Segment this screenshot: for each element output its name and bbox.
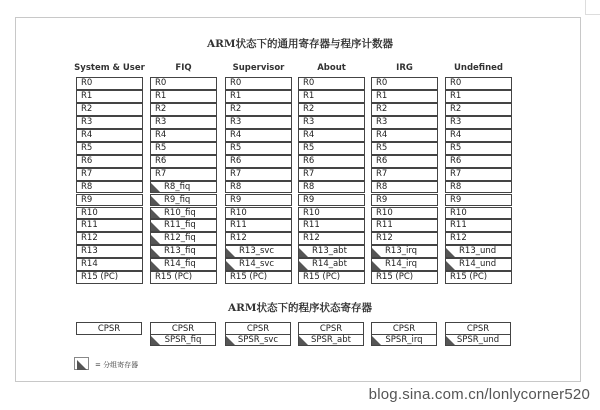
- register-label: R4: [155, 129, 167, 140]
- register-label: R11: [230, 220, 247, 231]
- register-cell: [150, 258, 217, 271]
- register-label: R14_fiq: [164, 259, 196, 270]
- register-cell: [225, 103, 292, 116]
- register-cell: [298, 219, 365, 232]
- register-label: R7: [303, 168, 315, 179]
- register-label: R7: [155, 168, 167, 179]
- register-cell: [371, 77, 438, 90]
- register-cell: [298, 258, 365, 271]
- register-cell: [76, 116, 143, 129]
- register-cell: [371, 207, 438, 220]
- register-cell: [445, 142, 512, 155]
- register-cell: [150, 116, 217, 129]
- register-label: R3: [376, 116, 388, 127]
- register-cell: [445, 129, 512, 142]
- register-cell: [298, 194, 365, 207]
- register-label: R10_fiq: [164, 207, 196, 218]
- mode-header: IRG: [396, 63, 413, 73]
- register-cell: [150, 232, 217, 245]
- register-label: R0: [450, 78, 462, 88]
- register-cell: [225, 90, 292, 103]
- register-label: R14_abt: [312, 259, 347, 270]
- register-cell: [371, 129, 438, 142]
- register-label: R7: [81, 168, 93, 179]
- register-label: R14_svc: [239, 259, 275, 270]
- register-label: R4: [303, 129, 315, 140]
- register-label: R15 (PC): [81, 272, 119, 283]
- psr-box: [76, 322, 142, 335]
- register-cell: [150, 77, 217, 90]
- register-cell: [298, 116, 365, 129]
- register-label: R15 (PC): [230, 272, 268, 283]
- register-cell: [445, 258, 512, 271]
- register-cell: [298, 232, 365, 245]
- register-label: R5: [230, 142, 242, 153]
- register-label: R12: [230, 233, 247, 244]
- cpsr-label: CPSR: [246, 324, 270, 334]
- register-cell: [76, 129, 143, 142]
- register-label: R8_fiq: [164, 181, 191, 192]
- register-cell: [371, 168, 438, 181]
- register-label: R8: [450, 181, 462, 192]
- register-label: R2: [450, 103, 462, 114]
- register-label: R1: [450, 90, 462, 101]
- register-cell: [371, 219, 438, 232]
- register-label: R10: [376, 207, 393, 218]
- register-cell: [76, 207, 143, 220]
- cpsr-label: CPSR: [97, 324, 121, 334]
- register-label: R13: [81, 246, 98, 257]
- register-cell: [298, 181, 365, 194]
- register-label: R11: [376, 220, 393, 231]
- register-cell: [298, 168, 365, 181]
- register-label: R11: [81, 220, 98, 231]
- register-label: R5: [81, 142, 93, 153]
- register-label: R14_und: [459, 259, 497, 270]
- register-cell: [225, 155, 292, 168]
- register-label: R15 (PC): [155, 272, 193, 283]
- register-cell: [150, 271, 217, 284]
- watermark: blog.sina.com.cn/lonlycorner520: [368, 386, 590, 403]
- psr-box: [225, 322, 291, 346]
- register-label: R13_irq: [385, 246, 418, 257]
- register-label: R13_svc: [239, 246, 275, 257]
- register-cell: [225, 116, 292, 129]
- register-label: R9_fiq: [164, 194, 191, 205]
- register-cell: [225, 194, 292, 207]
- register-label: R12_fiq: [164, 233, 196, 244]
- register-cell: [445, 232, 512, 245]
- register-cell: [371, 142, 438, 155]
- spsr-label: SPSR_fiq: [164, 335, 202, 345]
- register-label: R2: [81, 103, 93, 114]
- register-label: R12: [376, 233, 393, 244]
- register-cell: [150, 168, 217, 181]
- register-label: R12: [303, 233, 320, 244]
- register-cell: [371, 103, 438, 116]
- banked-register-triangle-icon: [372, 248, 381, 257]
- register-label: R1: [376, 90, 388, 101]
- register-cell: [371, 155, 438, 168]
- register-label: R4: [376, 129, 388, 140]
- register-label: R1: [81, 90, 93, 101]
- register-label: R8: [376, 181, 388, 192]
- register-cell: [76, 232, 143, 245]
- register-label: R9: [376, 194, 388, 205]
- register-label: R9: [230, 194, 242, 205]
- register-cell: [298, 271, 365, 284]
- register-label: R3: [81, 116, 93, 127]
- psr-box: [445, 322, 511, 346]
- register-cell: [76, 245, 143, 258]
- register-cell: [225, 219, 292, 232]
- register-cell: [225, 142, 292, 155]
- register-label: R4: [450, 129, 462, 140]
- register-label: R2: [376, 103, 388, 114]
- banked-register-triangle-icon: [151, 222, 160, 231]
- register-cell: [225, 232, 292, 245]
- register-cell: [150, 219, 217, 232]
- register-cell: [298, 103, 365, 116]
- register-label: R0: [376, 78, 388, 88]
- register-label: R2: [155, 103, 167, 114]
- register-label: R15 (PC): [450, 272, 488, 283]
- spsr-label: SPSR_abt: [310, 335, 351, 345]
- register-label: R3: [155, 116, 167, 127]
- register-cell: [445, 181, 512, 194]
- banked-register-triangle-icon: [226, 248, 235, 257]
- register-label: R3: [303, 116, 315, 127]
- banked-register-triangle-icon: [299, 248, 308, 257]
- cpsr-label: CPSR: [171, 324, 195, 334]
- register-label: R0: [155, 78, 167, 88]
- register-cell: [445, 194, 512, 207]
- register-label: R7: [230, 168, 242, 179]
- register-cell: [150, 245, 217, 258]
- banked-register-triangle-icon: [151, 183, 160, 192]
- registers-title: ARM状态下的通用寄存器与程序计数器: [207, 38, 393, 50]
- register-cell: [76, 155, 143, 168]
- register-label: R2: [303, 103, 315, 114]
- psr-box: [298, 322, 364, 346]
- register-label: R14_irq: [385, 259, 418, 270]
- register-label: R11: [303, 220, 320, 231]
- corner-decoration: [585, 0, 600, 15]
- legend-label: = 分组寄存器: [95, 361, 139, 369]
- register-label: R12: [450, 233, 467, 244]
- mode-header: Undefined: [453, 63, 503, 73]
- mode-header: About: [317, 63, 346, 73]
- register-cell: [298, 245, 365, 258]
- register-label: R11_fiq: [164, 220, 196, 231]
- register-label: R9: [303, 194, 315, 205]
- register-label: R10: [81, 207, 98, 218]
- register-label: R13_fiq: [164, 246, 196, 257]
- register-cell: [225, 271, 292, 284]
- register-cell: [76, 181, 143, 194]
- register-label: R6: [81, 155, 93, 166]
- banked-register-triangle-icon: [151, 248, 160, 257]
- register-cell: [150, 194, 217, 207]
- register-cell: [298, 207, 365, 220]
- psr-title: ARM状态下的程序状态寄存器: [228, 302, 372, 314]
- register-label: R7: [376, 168, 388, 179]
- mode-header: Supervisor: [232, 63, 285, 73]
- register-cell: [371, 194, 438, 207]
- register-cell: [371, 181, 438, 194]
- register-label: R15 (PC): [303, 272, 341, 283]
- register-cell: [445, 103, 512, 116]
- register-cell: [371, 258, 438, 271]
- register-cell: [371, 90, 438, 103]
- register-cell: [371, 232, 438, 245]
- register-label: R3: [230, 116, 242, 127]
- register-cell: [225, 207, 292, 220]
- register-label: R4: [230, 129, 242, 140]
- register-label: R1: [155, 90, 167, 101]
- spsr-label: SPSR_irq: [385, 335, 423, 345]
- register-label: R7: [450, 168, 462, 179]
- register-cell: [150, 129, 217, 142]
- register-label: R5: [450, 142, 462, 153]
- register-label: R5: [155, 142, 167, 153]
- register-cell: [298, 129, 365, 142]
- register-label: R5: [303, 142, 315, 153]
- register-cell: [76, 271, 143, 284]
- register-cell: [150, 103, 217, 116]
- register-label: R6: [230, 155, 242, 166]
- register-cell: [445, 155, 512, 168]
- register-cell: [150, 207, 217, 220]
- register-label: R1: [303, 90, 315, 101]
- register-label: R14: [81, 259, 98, 270]
- register-cell: [150, 155, 217, 168]
- banked-register-triangle-icon: [372, 261, 381, 270]
- register-cell: [445, 168, 512, 181]
- register-cell: [298, 90, 365, 103]
- register-label: R10: [230, 207, 247, 218]
- psr-box: [371, 322, 437, 346]
- register-cell: [445, 90, 512, 103]
- banked-register-triangle-icon: [151, 196, 160, 205]
- register-label: R10: [450, 207, 467, 218]
- spsr-label: SPSR_und: [456, 335, 500, 345]
- register-cell: [445, 245, 512, 258]
- register-cell: [225, 258, 292, 271]
- register-cell: [371, 116, 438, 129]
- register-label: R2: [230, 103, 242, 114]
- register-label: R8: [230, 181, 242, 192]
- banked-register-triangle-icon: [151, 261, 160, 270]
- register-cell: [225, 168, 292, 181]
- register-cell: [445, 219, 512, 232]
- mode-header: System & User: [74, 63, 145, 73]
- register-cell: [76, 168, 143, 181]
- register-cell: [76, 194, 143, 207]
- cpsr-label: CPSR: [319, 324, 343, 334]
- register-label: R13_abt: [312, 246, 347, 257]
- register-label: R10: [303, 207, 320, 218]
- register-label: R9: [450, 194, 462, 205]
- register-label: R6: [155, 155, 167, 166]
- register-cell: [76, 219, 143, 232]
- register-label: R4: [81, 129, 93, 140]
- register-cell: [76, 258, 143, 271]
- register-label: R13_und: [459, 246, 497, 257]
- banked-register-triangle-icon: [226, 261, 235, 270]
- register-cell: [225, 245, 292, 258]
- register-label: R3: [450, 116, 462, 127]
- register-cell: [76, 142, 143, 155]
- cpsr-label: CPSR: [466, 324, 490, 334]
- register-cell: [76, 103, 143, 116]
- banked-register-triangle-icon: [151, 235, 160, 244]
- register-cell: [445, 116, 512, 129]
- register-label: R6: [450, 155, 462, 166]
- register-label: R12: [81, 233, 98, 244]
- register-cell: [298, 142, 365, 155]
- banked-register-triangle-icon: [151, 209, 160, 218]
- register-label: R0: [230, 78, 242, 88]
- register-cell: [445, 77, 512, 90]
- register-cell: [445, 271, 512, 284]
- register-label: R11: [450, 220, 467, 231]
- mode-header: FIQ: [175, 63, 192, 73]
- register-label: R8: [303, 181, 315, 192]
- psr-box: [150, 322, 216, 346]
- register-cell: [150, 142, 217, 155]
- cpsr-label: CPSR: [392, 324, 416, 334]
- register-label: R15 (PC): [376, 272, 414, 283]
- register-label: R9: [81, 194, 93, 205]
- register-label: R1: [230, 90, 242, 101]
- register-cell: [225, 77, 292, 90]
- register-label: R0: [303, 78, 315, 88]
- register-cell: [298, 155, 365, 168]
- register-cell: [76, 77, 143, 90]
- register-label: R0: [81, 78, 93, 88]
- banked-register-triangle-icon: [446, 248, 455, 257]
- register-cell: [76, 90, 143, 103]
- register-cell: [225, 181, 292, 194]
- register-cell: [225, 129, 292, 142]
- register-label: R6: [376, 155, 388, 166]
- register-label: R6: [303, 155, 315, 166]
- banked-register-triangle-icon: [299, 261, 308, 270]
- banked-register-triangle-icon: [446, 261, 455, 270]
- register-cell: [445, 207, 512, 220]
- register-cell: [150, 90, 217, 103]
- register-cell: [371, 245, 438, 258]
- register-cell: [298, 77, 365, 90]
- register-label: R8: [81, 181, 93, 192]
- banked-register-triangle-icon: [77, 360, 87, 370]
- register-cell: [371, 271, 438, 284]
- register-label: R5: [376, 142, 388, 153]
- register-cell: [150, 181, 217, 194]
- spsr-label: SPSR_svc: [237, 335, 279, 345]
